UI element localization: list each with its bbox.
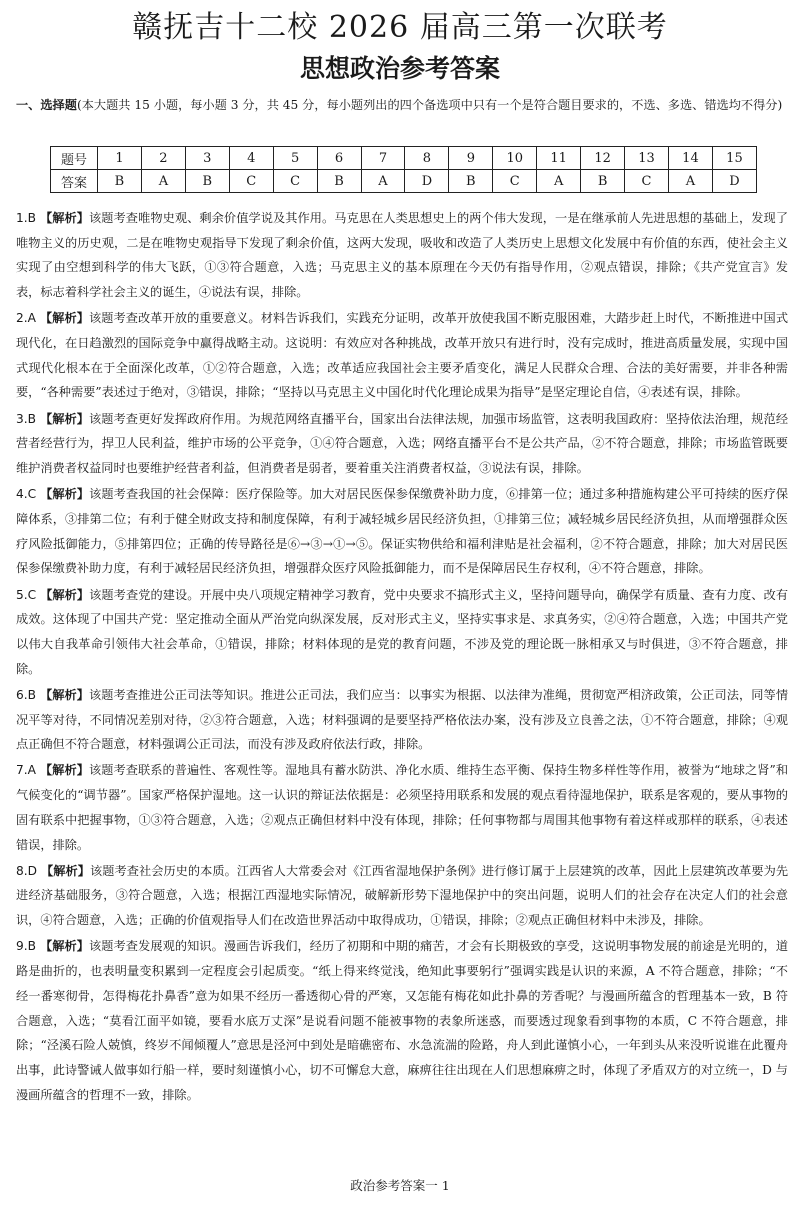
explanation-item [16,934,788,1107]
explanation-item [16,683,788,757]
section-title: 一、选择题 [16,98,77,112]
answer-cell: A [537,170,581,193]
item-text: 该题考查党的建设。开展中央八项规定精神学习教育，党中央要求不搞形式主义，坚持问题导向，确保学有质量、查有力度、改有成效。这体现了中国共产党：坚定推动全面从严治党向纵深发展，反对形式主义，坚持实事求是、求真务实，②④符合题意，入选；中国共产党以伟大自我革命引领伟大社会革命，①错误，排除；材料体现的是党的教育问题，不涉及党的理论既一脉相承又与时俱进，③不符合题意，排除。 [16,587,789,676]
item-text: 该题考查更好发挥政府作用。为规范网络直播平台，国家出台法律法规，加强市场监管，这表明我国政府：坚持依法治理，规范经营者经营行为，捍卫人民利益，维护市场的公平竞争，①④符合题意，入选；网络直播平台不是公共产品，②不符合题意，排除；市场监管既要维护消费者权益同时也要维护经营者利益，但消费者是弱者，要着重关注消费者权益，③说法有误，排除。 [16,411,789,476]
item-text: 该题考查发展观的知识。漫画告诉我们，经历了初期和中期的痛苦，才会有长期极致的享受，这说明事物发展的前途是光明的，道路是曲折的，也表明量变积累到一定程度会引起质变。“纸上得来终觉浅，绝知此事要躬行”强调实践是认识的来源，A 不符合题意，排除；“不经一番寒彻骨，怎得梅花扑鼻香”意为如果不经历一番透彻心骨的严寒，又怎能有梅花如此扑鼻的芳香呢？与漫画所蕴含的哲理基本一致，B 符合题意，入选；“莫看江面平如镜，要看水底万丈深”是说看问题不能被事物的表象所迷惑，而要透过现象看到事物的本质，C 不符合题意，排除；“泾溪石险人兢慎，终岁不闻倾覆人”意思是泾河中到处是暗礁密布、水急流湍的险路，舟人到此谨慎小心，一年到头从来没听说谁在此覆舟出事，此诗警诫人做事如行船一样，要时刻谨慎小心，切不可懈怠大意，麻痹往往出现在人们思想麻痹之时，体现了矛盾双方的对立统一，D 与漫画所蕴含的哲理不一致，排除。 [16,939,789,1102]
section-instruction: (本大题共 15 小题，每小题 3 分，共 45 分，每小题列出的四个备选项中只有一个是符合题目要求的，不选、多选、错选均不得分) [76,98,783,112]
analysis-tag: 【解析】 [39,939,90,954]
explanation-item [16,306,788,405]
item-number: 5.C [16,587,37,602]
item-text: 该题考查我国的社会保障：医疗保险等。加大对居民医保参保缴费补助力度，⑥排第一位；通过多种措施构建公平可持续的医疗保障体系，③排第二位；有利于健全财政支持和制度保障，有利于减轻城乡居民经济负担，①排第三位；减轻城乡居民经济负担，从而增强群众医疗风险抵御能力，⑤排第四位；正确的传导路径是⑥→③→①→⑤。保证实物供给和福利津贴是社会福利，②不符合题意，排除；加大对居民医保参保缴费补助力度，有利于减轻居民经济负担，增强群众医疗风险抵御能力，而不是保障居民生存权利，④不符合题意，排除。 [16,487,789,576]
item-text: 该题考查改革开放的重要意义。材料告诉我们，实践充分证明，改革开放使我国不断克服困难，大踏步赶上时代，不断推进中国式现代化，在日趋激烈的国际竞争中赢得战略主动。这说明：有效应对各种挑战，改革开放只有进行时，没有完成时，推进高质量发展，实现中国式现代化根本在于全面深化改革，①②符合题意，入选；改革适应我国社会主要矛盾变化，满足人民群众合理、合法的美好需要，并非各种需要，“各种需要”表述过于绝对，③错误，排除；“坚持以马克思主义中国化时代化理论成果为指导”是坚定理论自信，④表述有误，排除。 [16,311,789,400]
question-number: 5 [273,147,317,170]
question-number: 11 [537,147,581,170]
answer-cell: C [493,170,537,193]
item-text: 该题考查唯物史观、剩余价值学说及其作用。马克思在人类思想史上的两个伟大发现，一是在继承前人先进思想的基础上，发现了唯物主义的历史观，二是在唯物史观指导下发现了剩余价值，这两大发现，吸收和改造了人类历史上思想文化发展中有价值的东西，使社会主义实现了由空想到科学的伟大飞跃，①③符合题意，入选；马克思主义的基本原理在今天仍有指导作用，②观点错误，排除；《共产党宣言》发表，标志着科学社会主义的诞生，④说法有误，排除。 [16,211,789,300]
analysis-tag: 【解析】 [39,411,90,426]
question-number: 2 [141,147,185,170]
row-label: 题号 [51,147,98,170]
answer-cell: C [625,170,669,193]
answer-cell: A [668,170,712,193]
question-number: 7 [361,147,405,170]
answer-row [51,170,757,193]
explanation-item [16,482,788,581]
explanation-list [16,206,788,1109]
item-number: 4.C [16,487,37,502]
answer-cell: B [449,170,493,193]
item-number: 7.A [16,763,36,778]
answer-cell: D [712,170,756,193]
question-number: 3 [185,147,229,170]
question-number: 8 [405,147,449,170]
item-text: 该题考查联系的普遍性、客观性等。湿地具有蓄水防洪、净化水质、维持生态平衡、保持生物多样性等作用，被誉为“地球之肾”和气候变化的“调节器”。国家严格保护湿地。这一认识的辩证法依据是：必须坚持用联系和发展的观点看待湿地保护，联系是客观的，要从事物的固有联系中把握事物，①③符合题意，入选；②观点正确但材料中没有体现，排除；任何事物都与周围其他事物有着这样或那样的联系，④表述错误，排除。 [16,763,789,852]
answer-cell: C [229,170,273,193]
item-number: 8.D [16,863,38,878]
explanation-item [16,583,788,682]
answer-cell: B [185,170,229,193]
explanation-item [16,758,788,857]
question-number: 12 [581,147,625,170]
item-number: 1.B [16,211,36,225]
question-number: 14 [668,147,712,170]
answer-cell: A [141,170,185,193]
item-text: 该题考查社会历史的本质。江西省人大常委会对《江西省湿地保护条例》进行修订属于上层建筑的改革，因此上层建筑改革要为先进经济基础服务，③符合题意，入选；根据江西湿地实际情况，破解新形势下湿地保护中的突出问题，说明人们的社会存在决定人们的社会意识，④符合题意，入选；正确的价值观指导人们在改造世界活动中取得成功，①错误，排除；②观点正确但材料中未涉及，排除。 [16,863,789,928]
explanation-item [16,206,788,305]
row-label: 答案 [51,170,98,193]
answer-cell: C [273,170,317,193]
section-heading [16,94,788,116]
answer-cell: B [581,170,625,193]
item-number: 2.A [16,311,36,326]
question-number: 9 [449,147,493,170]
question-number: 6 [317,147,361,170]
analysis-tag: 【解析】 [39,763,89,778]
item-number: 6.B [16,687,36,702]
page-footer: 政治参考答案一 1 [350,1178,450,1193]
answer-cell: D [405,170,449,193]
explanation-item [16,859,788,933]
question-number: 13 [625,147,669,170]
analysis-tag: 【解析】 [40,487,90,502]
item-text: 该题考查推进公正司法等知识。推进公正司法，我们应当：以事实为根据、以法律为准绳，贯彻宽严相济政策，公正司法，同等情况平等对待，不同情况差别对待，②③符合题意，入选；材料强调的是要坚持严格依法办案，没有涉及立良善之法，①不符合题意，排除；④观点正确但不符合题意，材料强调公正司法，而没有涉及政府依法行政，排除。 [16,687,789,752]
answer-table [50,146,757,193]
item-number: 9.B [16,939,36,954]
answer-cell: B [98,170,142,193]
item-number: 3.B [16,411,36,426]
question-number: 10 [493,147,537,170]
analysis-tag: 【解析】 [39,311,89,326]
analysis-tag: 【解析】 [39,687,90,702]
question-number: 15 [712,147,756,170]
answer-cell: B [317,170,361,193]
analysis-tag: 【解析】 [40,587,90,602]
question-number: 1 [98,147,142,170]
answer-key-subtitle: 思想政治参考答案 [299,54,500,83]
analysis-tag: 【解析】 [39,211,90,225]
analysis-tag: 【解析】 [40,863,90,878]
question-number: 4 [229,147,273,170]
exam-title: 赣抚吉十二校 2026 届高三第一次联考 [132,10,668,45]
explanation-item [16,407,788,481]
answer-cell: A [361,170,405,193]
question-number-row [51,147,757,170]
